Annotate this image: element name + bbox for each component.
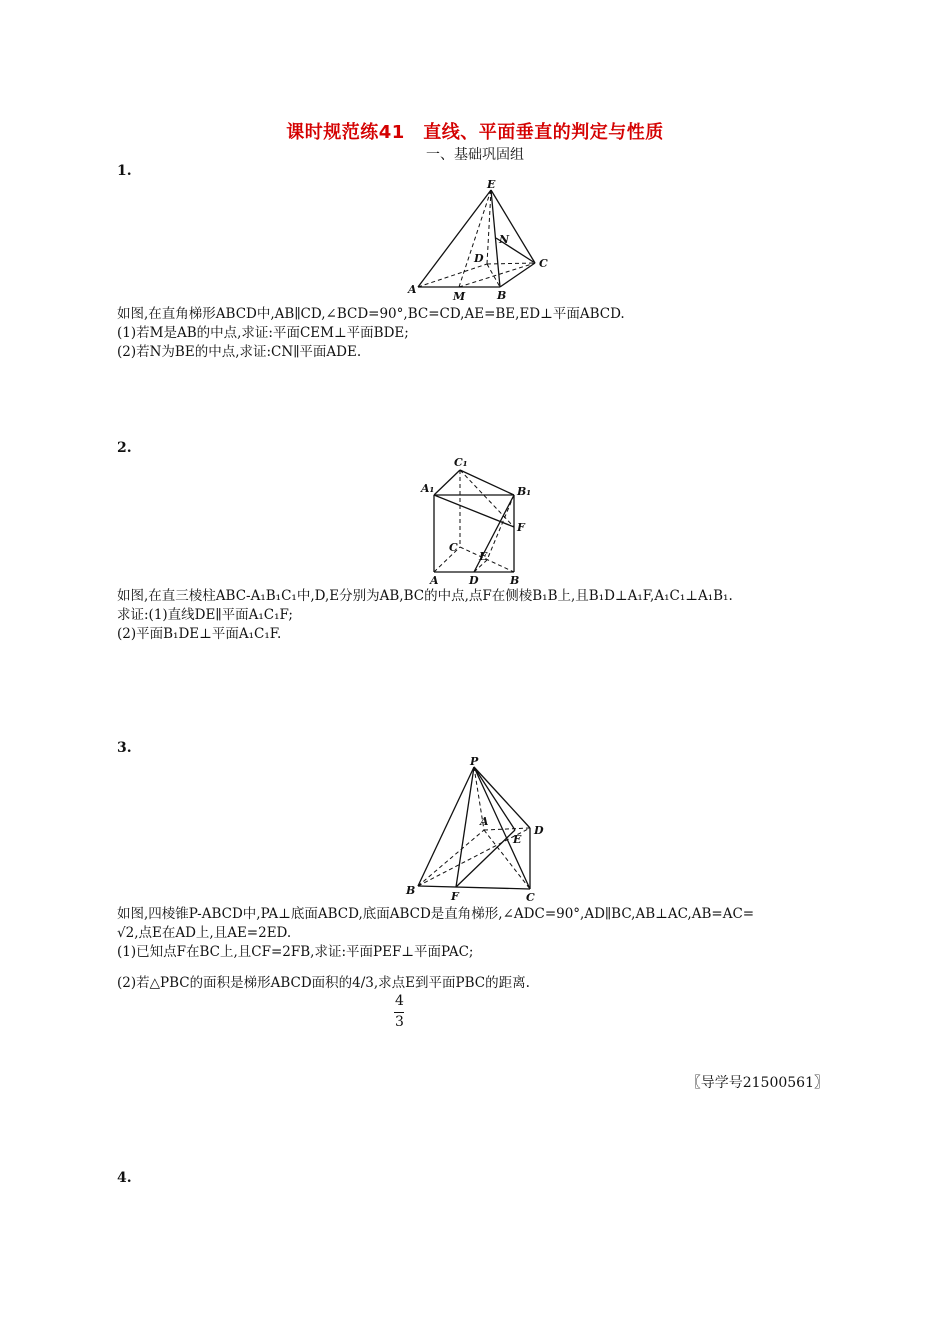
edge-ad	[484, 828, 530, 830]
fig3-label-e: E	[513, 833, 522, 846]
guide-reference: 〖导学号21500561〗	[686, 1075, 828, 1091]
fig3-label-a: A	[480, 815, 489, 828]
problem-3-line-2: √2,点E在AD上,且AE=2ED.	[117, 925, 292, 941]
fig1-label-n: N	[499, 233, 510, 246]
problem-3-line-3: (1)已知点F在BC上,且CF=2FB,求证:平面PEF⊥平面PAC;	[117, 944, 474, 960]
fig2-label-f: F	[517, 521, 525, 534]
fig1-label-m: M	[453, 290, 466, 303]
problem-2-line-1: 如图,在直三棱柱ABC-A₁B₁C₁中,D,E分别为AB,BC的中点,点F在侧棱B₁B上,且B₁D⊥A₁F,A₁C₁⊥A₁B₁.	[117, 588, 733, 604]
problem-3-text	[117, 905, 837, 993]
fraction-bar	[394, 1012, 404, 1013]
edge-ab	[418, 830, 484, 886]
problem-2-line-3: (2)平面B₁DE⊥平面A₁C₁F.	[117, 626, 282, 642]
problem-2-number: 2.	[117, 440, 132, 456]
problem-3-line-1: 如图,四棱锥P-ABCD中,PA⊥底面ABCD,底面ABCD是直角梯形,∠ADC=90°,AD∥BC,AB⊥AC,AB=AC=	[117, 906, 755, 922]
fig3-label-p: P	[470, 755, 479, 768]
fig3-label-d: D	[534, 824, 544, 837]
problem-1-number: 1.	[117, 163, 132, 179]
fig2-label-e: E	[479, 550, 488, 563]
edge-bc	[418, 886, 530, 889]
fig1-label-a: A	[408, 283, 417, 296]
fig2-label-a1: A₁	[421, 482, 435, 495]
problem-1-line-1: 如图,在直角梯形ABCD中,AB∥CD,∠BCD=90°,BC=CD,AE=BE,ED⊥平面ABCD.	[117, 306, 625, 322]
section-subtitle: 一、基础巩固组	[426, 147, 524, 163]
fig1-label-c: C	[539, 257, 548, 270]
problem-3-number: 3.	[117, 740, 132, 756]
page-title: 课时规范练41 直线、平面垂直的判定与性质	[286, 122, 664, 143]
fig1-label-b: B	[497, 289, 507, 302]
fig3-label-c: C	[526, 891, 535, 904]
fig2-label-a: A	[430, 574, 439, 587]
fig3-label-f: F	[451, 890, 459, 903]
problem-1-line-2: (1)若M是AB的中点,求证:平面CEM⊥平面BDE;	[117, 325, 409, 341]
fraction-numerator: 4	[395, 993, 404, 1009]
fig1-label-d: D	[474, 252, 484, 265]
problem-2-line-2: 求证:(1)直线DE∥平面A₁C₁F;	[117, 607, 293, 623]
problem-4-number: 4.	[117, 1170, 132, 1186]
fig2-label-b1: B₁	[517, 485, 532, 498]
fig2-label-c: C	[449, 541, 458, 554]
fig3-label-b: B	[406, 884, 416, 897]
fig2-label-c1: C₁	[454, 456, 468, 469]
fig1-label-e: E	[487, 178, 496, 191]
fig2-label-d: D	[469, 574, 479, 587]
problem-1-line-3: (2)若N为BE的中点,求证:CN∥平面ADE.	[117, 344, 362, 360]
fraction-denominator: 3	[395, 1014, 404, 1030]
problem-3-line-4: (2)若△PBC的面积是梯形ABCD面积的4/3,求点E到平面PBC的距离.	[117, 975, 530, 991]
fig2-label-b: B	[510, 574, 520, 587]
